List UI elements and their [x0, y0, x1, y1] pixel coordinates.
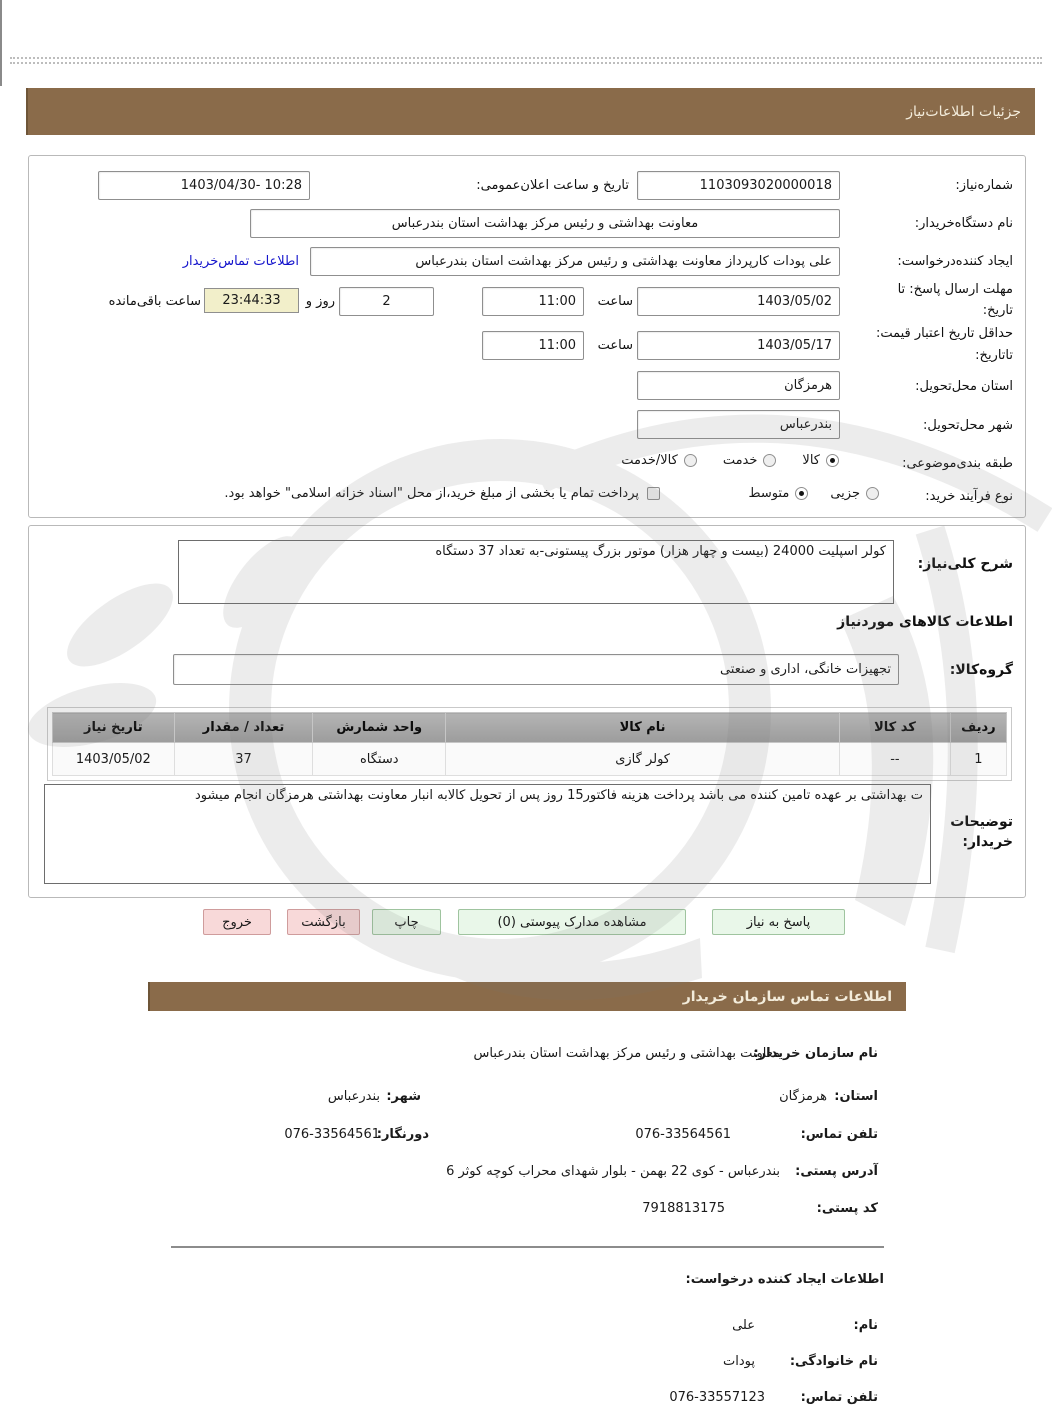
- price-validity-date-value: 1403/05/17: [757, 338, 832, 353]
- remaining-days-field[interactable]: [339, 287, 434, 316]
- buyer-notes-label-line2: خریدار:: [962, 834, 1013, 850]
- remaining-hours-label: ساعت باقی‌مانده: [108, 294, 201, 309]
- subject-category-radio-group: [621, 453, 839, 468]
- org-city-value: بندرعباس: [327, 1089, 380, 1104]
- reply-deadline-date-field[interactable]: [637, 287, 840, 316]
- org-phone-label: تلفن تماس:: [800, 1127, 878, 1142]
- goods-table-cell: 1403/05/02: [53, 743, 175, 776]
- page-title: جزئیات اطلاعات‌نیاز: [906, 103, 1021, 120]
- radio-option-label: خدمت: [722, 453, 758, 468]
- goods-column-header: تعداد / مقدار: [174, 713, 313, 743]
- buyer-notes-label-line1: توضیحات: [950, 814, 1013, 830]
- creator-last-name-label: نام خانوادگی:: [789, 1354, 878, 1369]
- days-and-label: روز و: [305, 294, 335, 309]
- purchase-process-radio-group: [748, 486, 879, 501]
- goods-info-panel: [28, 525, 1026, 898]
- deadline-hour-label: ساعت: [597, 294, 633, 309]
- creator-last-name-value: پودات: [723, 1354, 755, 1369]
- org-postal-value: 7918813175: [642, 1201, 725, 1216]
- goods-table-cell: کولر گازی: [446, 743, 840, 776]
- buyer-org-field[interactable]: [250, 209, 840, 238]
- delivery-city-label: شهر محل‌تحویل:: [923, 418, 1013, 433]
- price-validity-time-field[interactable]: [482, 331, 584, 360]
- goods-table-cell: 37: [174, 743, 313, 776]
- radio-option[interactable]: [723, 453, 777, 468]
- org-name-label: نام سازمان خریدار:: [753, 1046, 878, 1061]
- delivery-city-value: بندرعباس: [779, 417, 832, 432]
- radio-icon[interactable]: [866, 487, 879, 500]
- section-bar-need-details: [26, 88, 1035, 135]
- org-name-value: معاونت بهداشتی و رئیس مرکز بهداشت استان بندرعباس: [473, 1046, 780, 1061]
- buyer-notes-value: ت بهداشتی بر عهده تامین کننده می باشد پرداخت هزینه فاکتور15 روز پس از تحویل کالابه انبار معاونت بهداشتی هرمزگان انجام میشود: [194, 788, 923, 803]
- need-number-value: 1103093020000018: [699, 178, 832, 193]
- goods-column-header: نام کالا: [446, 713, 840, 743]
- delivery-province-value: هرمزگان: [784, 378, 832, 393]
- org-contact-bar-title: اطلاعات تماس سازمان خریدار: [682, 988, 892, 1005]
- need-description-label: شرح کلی‌نیاز:: [917, 556, 1013, 572]
- org-fax-value: 076-33564561: [284, 1127, 380, 1142]
- delivery-province-field[interactable]: [637, 371, 840, 400]
- announce-datetime-label: تاریخ و ساعت اعلان‌عمومی:: [476, 178, 629, 193]
- reply-deadline-time-value: 11:00: [538, 294, 576, 309]
- treasury-payment-checkbox-row: [224, 486, 660, 501]
- goods-group-label: گروه‌کالا:: [949, 662, 1013, 678]
- radio-option[interactable]: [802, 453, 839, 468]
- goods-table-row: [53, 743, 1007, 776]
- request-creator-value: علی پودات کارپرداز معاونت بهداشتی و رئیس مرکز بهداشت استان بندرعباس: [415, 254, 832, 269]
- creator-phone-value: 076-33557123: [669, 1390, 765, 1405]
- remaining-time-box: [204, 288, 299, 313]
- radio-icon[interactable]: [684, 454, 697, 467]
- org-phone-value: 076-33564561: [635, 1127, 731, 1142]
- org-address-label: آدرس پستی:: [795, 1164, 878, 1179]
- buyer-org-label: نام دستگاه‌خریدار:: [914, 216, 1013, 231]
- org-postal-label: کد پستی:: [816, 1201, 878, 1216]
- remaining-days-value: 2: [382, 294, 391, 309]
- org-fax-label: دورنگار:: [376, 1127, 429, 1142]
- subject-category-label: طبقه بندی‌موضوعی:: [902, 456, 1013, 471]
- goods-table-header-row: [53, 713, 1007, 743]
- radio-option[interactable]: [830, 486, 879, 501]
- need-description-value: کولر اسپلیت 24000 (بیست و چهار هزار) موتور بزرگ پیستونی-به تعداد 37 دستگاه: [435, 544, 886, 559]
- org-province-label: استان:: [834, 1089, 878, 1104]
- remaining-time-value: 23:44:33: [222, 293, 281, 308]
- view-attachments-button[interactable]: مشاهده مدارک پیوستی (0): [458, 909, 686, 935]
- need-number-field[interactable]: [637, 171, 840, 200]
- need-description-textarea[interactable]: [178, 540, 894, 604]
- goods-table: [52, 712, 1007, 776]
- goods-table-wrapper: [47, 707, 1012, 781]
- org-address-value: بندرعباس - کوی 22 بهمن - بلوار شهدای محراب کوچه کوثر 6: [446, 1164, 780, 1179]
- delivery-city-field[interactable]: [637, 410, 840, 439]
- price-validity-date-field[interactable]: [637, 331, 840, 360]
- price-validity-label-line2: تاتاریخ:: [975, 348, 1013, 363]
- goods-column-header: کد کالا: [840, 713, 951, 743]
- back-button[interactable]: بازگشت: [287, 909, 360, 935]
- purchase-process-label: نوع فرآیند خرید:: [925, 489, 1013, 504]
- price-validity-label-line1: حداقل تاریخ اعتبار قیمت:: [875, 326, 1013, 341]
- delivery-province-label: استان محل‌تحویل:: [915, 379, 1013, 394]
- top-separator-line: [10, 57, 1042, 59]
- radio-option[interactable]: [621, 453, 697, 468]
- goods-table-cell: 1: [950, 743, 1006, 776]
- exit-button[interactable]: خروج: [203, 909, 271, 935]
- radio-option[interactable]: [748, 486, 808, 501]
- creator-info-title: اطلاعات ایجاد کننده درخواست:: [685, 1272, 884, 1287]
- radio-option-label: کالا: [802, 453, 820, 468]
- goods-section-title: اطلاعات کالاهای موردنیاز: [837, 614, 1013, 630]
- goods-group-field[interactable]: [173, 654, 899, 685]
- radio-option-label: کالا/خدمت: [621, 453, 678, 468]
- request-creator-field[interactable]: [310, 247, 840, 276]
- goods-group-value: تجهیزات خانگی، اداری و صنعتی: [719, 662, 891, 677]
- window-left-edge: [0, 0, 2, 86]
- creator-first-name-label: نام:: [853, 1318, 878, 1333]
- reply-to-need-button[interactable]: پاسخ به نیاز: [712, 909, 845, 935]
- print-button[interactable]: چاپ: [372, 909, 441, 935]
- goods-table-cell: دستگاه: [313, 743, 446, 776]
- goods-column-header: ردیف: [950, 713, 1006, 743]
- buyer-org-value: معاونت بهداشتی و رئیس مرکز بهداشت استان بندرعباس: [391, 216, 699, 231]
- validity-hour-label: ساعت: [597, 338, 633, 353]
- section-bar-org-contact: [148, 982, 906, 1011]
- goods-column-header: واحد شمارش: [313, 713, 446, 743]
- buyer-contact-link[interactable]: اطلاعات تماس‌خریدار: [182, 254, 299, 269]
- reply-deadline-label-line1: مهلت ارسال پاسخ: تا: [897, 282, 1013, 297]
- price-validity-time-value: 11:00: [538, 338, 576, 353]
- request-creator-label: ایجاد کننده‌درخواست:: [897, 254, 1013, 269]
- org-city-label: شهر:: [386, 1089, 421, 1104]
- radio-option-label: جزیی: [830, 486, 860, 501]
- section-divider: [171, 1246, 884, 1248]
- treasury-payment-checkbox[interactable]: [647, 487, 660, 500]
- creator-phone-label: تلفن تماس:: [800, 1390, 878, 1405]
- top-separator-line: [10, 62, 1042, 64]
- reply-deadline-time-field[interactable]: [482, 287, 584, 316]
- org-province-value: هرمزگان: [779, 1089, 827, 1104]
- announce-datetime-value: 1403/04/30- 10:28: [180, 178, 302, 193]
- radio-option-label: متوسط: [748, 486, 790, 501]
- goods-table-cell: --: [840, 743, 951, 776]
- need-summary-panel: [28, 155, 1026, 518]
- buyer-notes-textarea[interactable]: [44, 784, 931, 884]
- goods-column-header: تاریخ نیاز: [53, 713, 175, 743]
- treasury-payment-checkbox-label: پرداخت تمام یا بخشی از مبلغ خرید،از محل "اسناد خزانه اسلامی" خواهد بود.: [224, 486, 639, 501]
- reply-deadline-label-line2: تاریخ:: [982, 303, 1013, 318]
- announce-datetime-field[interactable]: [98, 171, 310, 200]
- radio-selected-icon[interactable]: [826, 454, 839, 467]
- need-number-label: شماره‌نیاز:: [955, 178, 1013, 193]
- creator-first-name-value: علی: [732, 1318, 755, 1333]
- radio-selected-icon[interactable]: [795, 487, 808, 500]
- radio-icon[interactable]: [763, 454, 776, 467]
- reply-deadline-date-value: 1403/05/02: [757, 294, 832, 309]
